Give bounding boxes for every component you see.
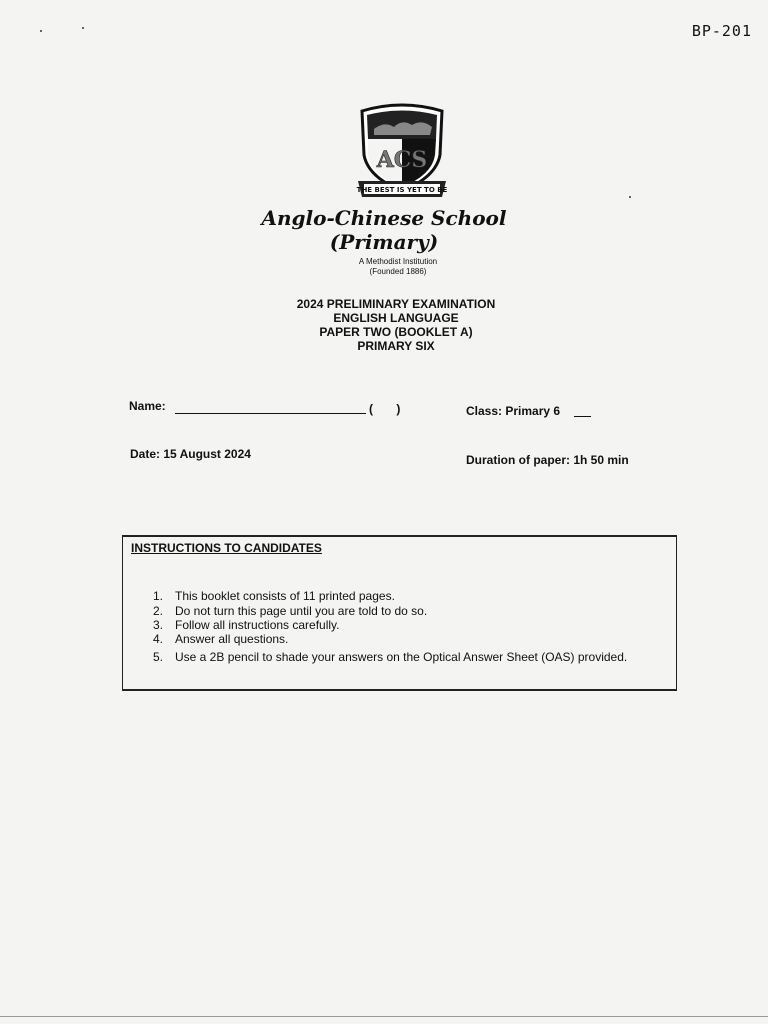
scan-speck: [629, 196, 631, 198]
name-blank: [175, 413, 366, 414]
school-subtitle: (Primary): [329, 230, 439, 254]
instructions-title: INSTRUCTIONS TO CANDIDATES: [131, 541, 322, 555]
index-number-blank: ( ): [369, 402, 401, 416]
scan-speck: [82, 27, 84, 29]
class-blank: [574, 416, 591, 417]
instruction-number: 5.: [153, 650, 164, 664]
scan-speck: [40, 30, 42, 32]
svg-text:ACS: ACS: [376, 147, 428, 173]
exam-subject: ENGLISH LANGUAGE: [333, 311, 459, 325]
instruction-item: [153, 589, 395, 603]
instruction-text: Answer all questions.: [175, 632, 289, 646]
duration-label: Duration of paper: 1h 50 min: [466, 453, 629, 467]
class-label: Class: Primary 6: [466, 404, 561, 418]
school-name: Anglo-Chinese School: [261, 206, 507, 230]
instruction-number: 1.: [153, 589, 164, 603]
instruction-number: 2.: [153, 604, 164, 618]
school-crest-logo: [356, 103, 448, 203]
instruction-text: Use a 2B pencil to shade your answers on the Optical Answer Sheet (OAS) provided.: [175, 650, 628, 664]
founded-line: (Founded 1886): [369, 267, 427, 276]
instruction-item: [153, 604, 427, 618]
instruction-item: [153, 632, 288, 646]
exam-paper: PAPER TWO (BOOKLET A): [319, 325, 473, 339]
instruction-number: 3.: [153, 618, 164, 632]
methodist-line: A Methodist Institution: [358, 257, 438, 266]
instruction-text: This booklet consists of 11 printed pages.: [175, 589, 395, 603]
page-code: BP-201: [691, 22, 752, 40]
date-label: Date: 15 August 2024: [130, 447, 251, 461]
name-label: Name:: [129, 399, 166, 413]
instruction-item: [153, 618, 340, 632]
page-bottom-edge: [0, 1016, 768, 1017]
instruction-item: [153, 650, 627, 664]
exam-level: PRIMARY SIX: [357, 339, 435, 353]
svg-text:THE BEST IS YET TO BE: THE BEST IS YET TO BE: [356, 186, 448, 194]
instruction-text: Do not turn this page until you are told to do so.: [175, 604, 428, 618]
exam-title: 2024 PRELIMINARY EXAMINATION: [296, 297, 496, 311]
instruction-number: 4.: [153, 632, 164, 646]
instruction-text: Follow all instructions carefully.: [175, 618, 340, 632]
